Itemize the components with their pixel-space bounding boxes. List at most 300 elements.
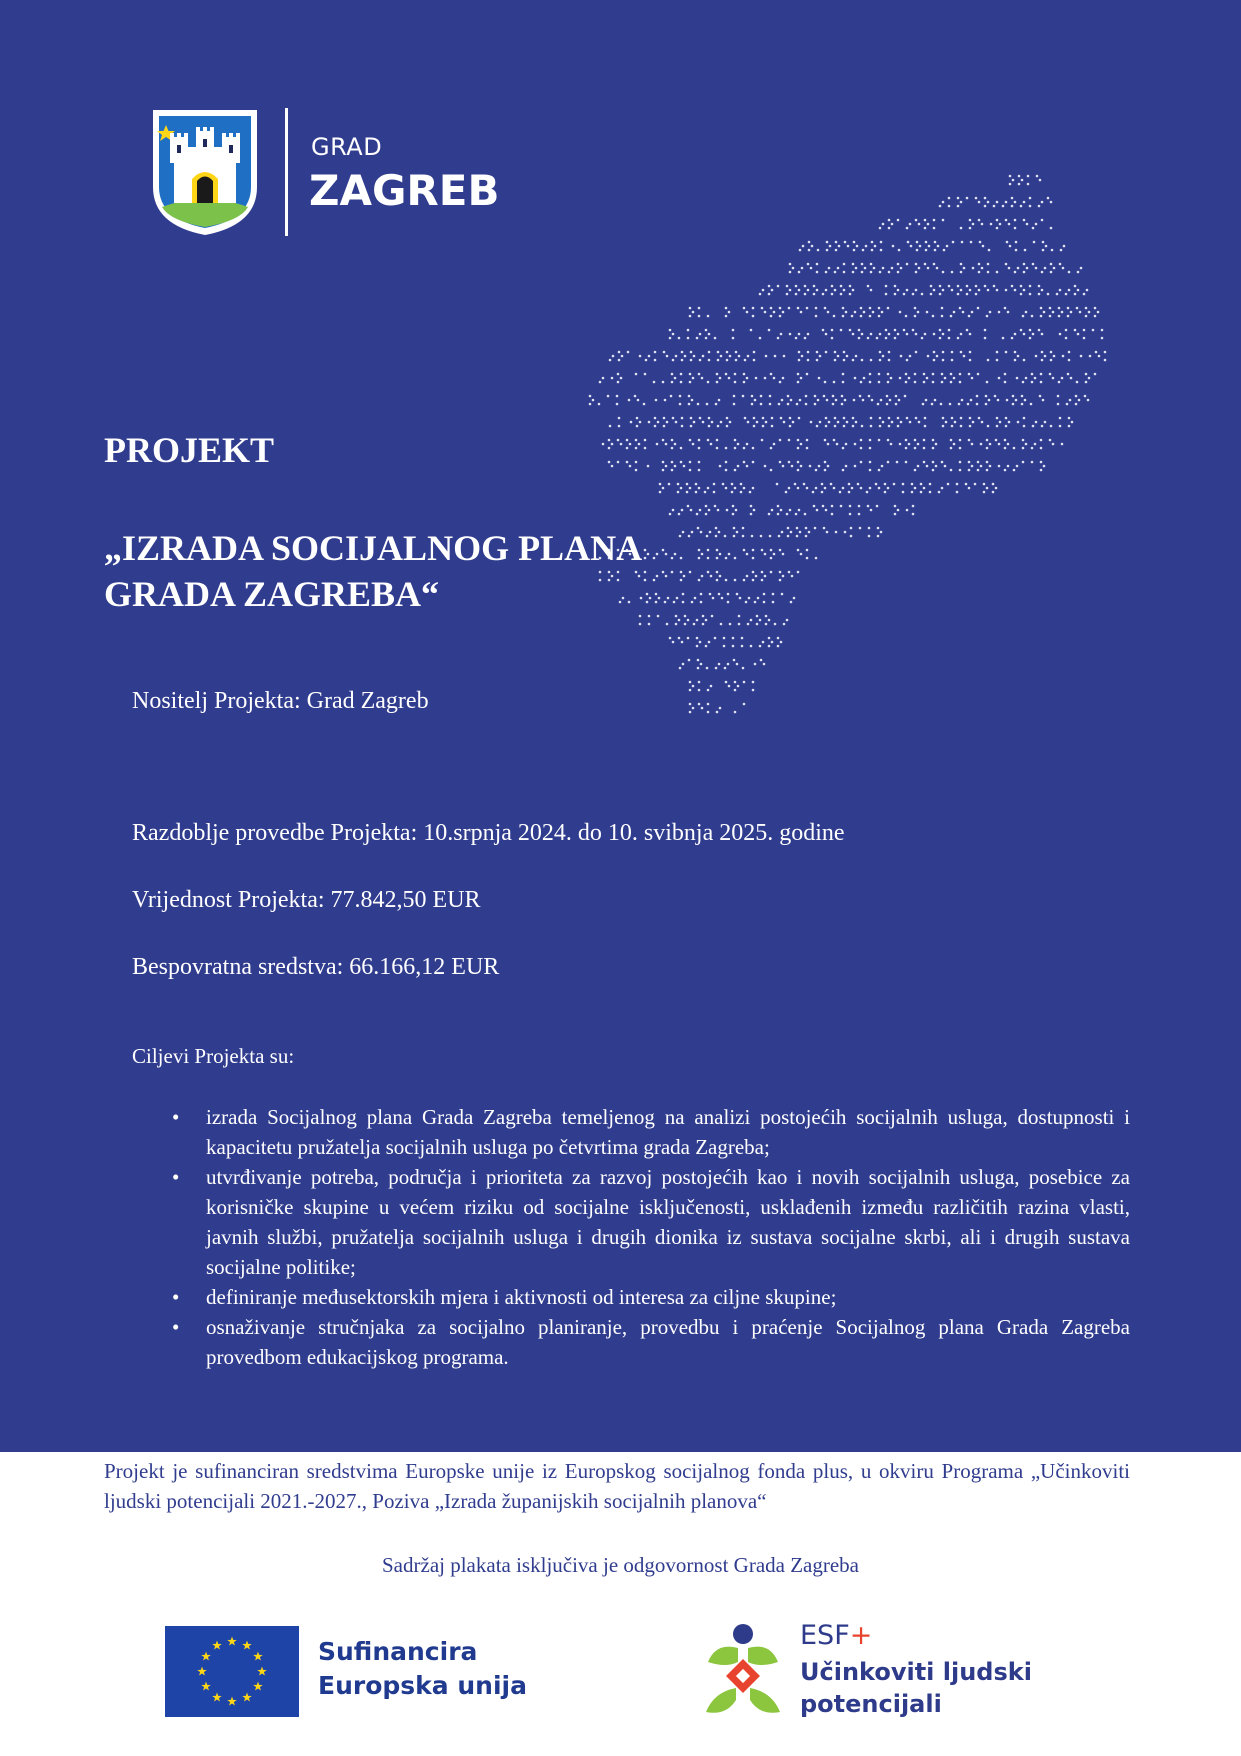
braille-dot <box>852 425 855 428</box>
braille-dot <box>948 197 951 200</box>
braille-dot <box>720 623 723 626</box>
braille-dot <box>834 351 837 354</box>
braille-dot <box>714 337 717 340</box>
braille-dot <box>1009 245 1012 248</box>
braille-dot <box>816 289 819 292</box>
braille-dot <box>996 359 999 362</box>
braille-dot <box>877 527 880 530</box>
braille-dot <box>788 439 791 442</box>
goal-item: • izrada Socijalnog plana Grada Zagreba temeljenog na analizi postojećih socijalnih usluga, dostupnosti i kapacitetu pružatelja socijalnih usluga po četvrtima grada Zagreba; <box>132 1102 1130 1162</box>
braille-dot <box>1034 443 1037 446</box>
braille-dot <box>885 329 888 332</box>
braille-dot <box>877 403 880 406</box>
braille-dot <box>726 425 729 428</box>
braille-dot <box>757 597 760 600</box>
braille-dot <box>948 329 951 332</box>
braille-dot <box>960 289 963 292</box>
braille-dot <box>951 289 954 292</box>
braille-dot <box>816 509 819 512</box>
braille-dot <box>915 289 918 292</box>
braille-dot <box>853 249 856 252</box>
braille-dot <box>806 557 809 560</box>
braille-dot <box>1007 311 1010 314</box>
braille-dot <box>647 465 650 468</box>
braille-dot <box>787 535 790 538</box>
braille-dot <box>726 359 729 362</box>
braille-dot <box>799 249 802 252</box>
braille-dot <box>959 469 962 472</box>
braille-dot <box>1086 289 1089 292</box>
braille-dot <box>831 329 834 332</box>
braille-dot <box>1094 307 1097 310</box>
braille-dot <box>1075 395 1078 398</box>
braille-dot <box>804 285 807 288</box>
braille-dot <box>683 465 686 468</box>
braille-dot <box>999 223 1002 226</box>
braille-dot <box>634 395 637 398</box>
braille-dot <box>915 271 918 274</box>
braille-dot <box>1004 439 1007 442</box>
braille-dot <box>966 285 969 288</box>
braille-dot <box>969 425 972 428</box>
braille-dot <box>912 505 915 508</box>
braille-dot <box>888 425 891 428</box>
braille-dot <box>807 263 810 266</box>
braille-dot <box>996 425 999 428</box>
braille-dot <box>1049 373 1052 376</box>
braille-dot <box>869 439 872 442</box>
braille-dot <box>616 403 619 406</box>
bullet-icon: • <box>172 1285 180 1309</box>
braille-dot <box>1006 399 1009 402</box>
braille-dot <box>795 285 798 288</box>
braille-dot <box>930 293 933 296</box>
braille-dot <box>1017 421 1020 424</box>
braille-dot <box>1068 417 1071 420</box>
braille-dot <box>752 487 755 490</box>
braille-dot <box>1042 241 1045 244</box>
braille-dot <box>682 663 685 666</box>
braille-dot <box>827 443 830 446</box>
braille-dot <box>816 263 819 266</box>
braille-dot <box>840 285 843 288</box>
braille-dot <box>772 593 775 596</box>
braille-dot <box>996 417 999 420</box>
braille-dot <box>798 289 801 292</box>
braille-dot <box>1061 377 1064 380</box>
braille-dot <box>672 417 675 420</box>
braille-dot <box>702 355 705 358</box>
braille-dot <box>1040 381 1043 384</box>
braille-dot <box>863 311 866 314</box>
braille-dot <box>1050 425 1053 428</box>
braille-dot <box>630 421 633 424</box>
braille-dot <box>1011 205 1014 208</box>
braille-dot <box>797 307 800 310</box>
braille-dot <box>944 465 947 468</box>
braille-dot <box>806 447 809 450</box>
braille-dot <box>790 601 793 604</box>
braille-dot <box>731 491 734 494</box>
braille-dot <box>692 377 695 380</box>
braille-dot <box>680 461 683 464</box>
braille-dot <box>968 373 971 376</box>
braille-dot <box>697 667 700 670</box>
braille-dot <box>662 381 665 384</box>
braille-dot <box>808 249 811 252</box>
eu-flag-icon <box>165 1626 299 1717</box>
braille-dot <box>768 513 771 516</box>
braille-dot <box>648 355 651 358</box>
braille-dot <box>1094 373 1097 376</box>
braille-dot <box>834 425 837 428</box>
braille-dot <box>960 271 963 274</box>
braille-dot <box>842 373 845 376</box>
braille-dot <box>801 267 804 270</box>
braille-dot <box>1005 425 1008 428</box>
braille-dot <box>618 425 621 428</box>
braille-dot <box>607 395 610 398</box>
disclaimer: Sadržaj plakata isključiva je odgovornost Grada Zagreba <box>382 1553 859 1577</box>
braille-dot <box>832 395 835 398</box>
braille-dot <box>1065 293 1068 296</box>
braille-dot <box>1059 425 1062 428</box>
esf-plus-logo-icon <box>698 1622 788 1722</box>
braille-dot <box>824 381 827 384</box>
braille-dot <box>1098 355 1101 358</box>
braille-dot <box>1076 381 1079 384</box>
braille-dot <box>896 461 899 464</box>
braille-dot <box>745 601 748 604</box>
braille-dot <box>918 223 921 226</box>
braille-dot <box>942 219 945 222</box>
braille-dot <box>1067 315 1070 318</box>
braille-dot <box>968 461 971 464</box>
braille-dot <box>639 355 642 358</box>
braille-dot <box>696 337 699 340</box>
braille-dot <box>894 285 897 288</box>
braille-dot <box>853 241 856 244</box>
braille-dot <box>743 703 746 706</box>
braille-dot <box>654 425 657 428</box>
braille-dot <box>814 527 817 530</box>
braille-dot <box>1005 417 1008 420</box>
braille-dot <box>902 491 905 494</box>
braille-dot <box>816 425 819 428</box>
braille-dot <box>799 531 802 534</box>
braille-dot <box>876 337 879 340</box>
braille-dot <box>1011 285 1014 288</box>
braille-dot <box>996 351 999 354</box>
braille-dot <box>859 395 862 398</box>
braille-dot <box>1015 241 1018 244</box>
braille-dot <box>725 469 728 472</box>
braille-dot <box>1025 311 1028 314</box>
braille-dot <box>1061 311 1064 314</box>
braille-dot <box>934 399 937 402</box>
braille-dot <box>969 351 972 354</box>
braille-dot <box>960 201 963 204</box>
braille-dot <box>1005 219 1008 222</box>
braille-dot <box>953 311 956 314</box>
braille-dot <box>611 377 614 380</box>
braille-dot <box>1074 293 1077 296</box>
braille-dot <box>1041 425 1044 428</box>
braille-dot <box>674 465 677 468</box>
braille-dot <box>897 333 900 336</box>
braille-dot <box>870 271 873 274</box>
braille-dot <box>834 271 837 274</box>
braille-dot <box>1057 403 1060 406</box>
braille-dot <box>754 399 757 402</box>
braille-dot <box>612 355 615 358</box>
braille-dot <box>724 667 727 670</box>
braille-dot <box>1060 249 1063 252</box>
braille-dot <box>760 395 763 398</box>
braille-dot <box>639 623 642 626</box>
braille-dot <box>805 403 808 406</box>
braille-dot <box>783 623 786 626</box>
braille-dot <box>921 337 924 340</box>
braille-dot <box>797 571 800 574</box>
braille-dot <box>848 491 851 494</box>
braille-dot <box>942 417 945 420</box>
bullet-icon: • <box>172 1315 180 1339</box>
braille-dot <box>983 491 986 494</box>
braille-dot <box>869 307 872 310</box>
braille-dot <box>942 359 945 362</box>
braille-dot <box>674 377 677 380</box>
braille-dot <box>951 425 954 428</box>
braille-dot <box>1083 293 1086 296</box>
braille-dot <box>874 245 877 248</box>
braille-dot <box>659 483 662 486</box>
braille-dot <box>822 329 825 332</box>
braille-dot <box>671 439 674 442</box>
braille-dot <box>807 351 810 354</box>
braille-dot <box>984 197 987 200</box>
braille-dot <box>842 381 845 384</box>
braille-dot <box>1040 439 1043 442</box>
braille-dot <box>689 681 692 684</box>
braille-dot <box>993 285 996 288</box>
braille-dot <box>681 509 684 512</box>
braille-dot <box>1080 267 1083 270</box>
braille-dot <box>1059 417 1062 420</box>
braille-dot <box>1087 399 1090 402</box>
braille-dot <box>869 315 872 318</box>
braille-dot <box>710 685 713 688</box>
braille-dot <box>914 439 917 442</box>
braille-dot <box>1012 403 1015 406</box>
braille-dot <box>915 417 918 420</box>
braille-dot <box>1040 315 1043 318</box>
braille-dot <box>1005 351 1008 354</box>
braille-dot <box>890 377 893 380</box>
braille-dot <box>1062 267 1065 270</box>
braille-dot <box>782 575 785 578</box>
braille-dot <box>998 311 1001 314</box>
braille-dot <box>888 219 891 222</box>
braille-dot <box>815 487 818 490</box>
braille-dot <box>1022 381 1025 384</box>
braille-dot <box>951 351 954 354</box>
braille-dot <box>1044 355 1047 358</box>
braille-dot <box>880 399 883 402</box>
braille-dot <box>819 355 822 358</box>
braille-dot <box>716 447 719 450</box>
braille-dot <box>817 399 820 402</box>
braille-dot <box>943 249 946 252</box>
braille-dot <box>720 421 723 424</box>
braille-dot <box>927 355 930 358</box>
braille-dot <box>717 351 720 354</box>
braille-dot <box>855 355 858 358</box>
braille-dot <box>1101 337 1104 340</box>
braille-dot <box>921 293 924 296</box>
braille-dot <box>743 373 746 376</box>
braille-dot <box>942 351 945 354</box>
braille-dot <box>717 509 720 512</box>
braille-dot <box>1083 329 1086 332</box>
braille-dot <box>657 421 660 424</box>
braille-dot <box>1020 293 1023 296</box>
braille-dot <box>940 403 943 406</box>
braille-dot <box>1085 373 1088 376</box>
braille-dot <box>884 483 887 486</box>
braille-dot <box>608 447 611 450</box>
braille-dot <box>1049 315 1052 318</box>
esf-programme-name <box>800 1656 1032 1720</box>
braille-dot <box>761 307 764 310</box>
braille-dot <box>906 263 909 266</box>
braille-dot <box>894 337 897 340</box>
braille-dot <box>879 417 882 420</box>
braille-dot <box>822 293 825 296</box>
braille-dot <box>971 311 974 314</box>
braille-dot <box>812 491 815 494</box>
braille-dot <box>643 403 646 406</box>
braille-dot <box>697 403 700 406</box>
braille-dot <box>1079 311 1082 314</box>
braille-dot <box>671 373 674 376</box>
braille-dot <box>868 527 871 530</box>
braille-dot <box>860 487 863 490</box>
braille-dot <box>671 461 674 464</box>
braille-dot <box>708 509 711 512</box>
braille-dot <box>961 241 964 244</box>
braille-dot <box>777 645 780 648</box>
braille-dot <box>705 337 708 340</box>
braille-dot <box>1038 293 1041 296</box>
braille-dot <box>1032 425 1035 428</box>
braille-dot <box>734 711 737 714</box>
braille-dot <box>688 395 691 398</box>
braille-dot <box>966 197 969 200</box>
braille-dot <box>689 381 692 384</box>
braille-dot <box>942 201 945 204</box>
braille-dot <box>1017 267 1020 270</box>
braille-dot <box>750 329 753 332</box>
braille-dot <box>960 333 963 336</box>
braille-dot <box>689 711 692 714</box>
braille-dot <box>778 403 781 406</box>
braille-dot <box>689 689 692 692</box>
braille-dot <box>1052 311 1055 314</box>
braille-dot <box>608 439 611 442</box>
braille-dot <box>681 359 684 362</box>
braille-dot <box>1017 355 1020 358</box>
braille-dot <box>882 355 885 358</box>
braille-dot <box>779 579 782 582</box>
braille-dot <box>785 491 788 494</box>
braille-dot <box>782 465 785 468</box>
braille-dot <box>834 359 837 362</box>
braille-dot <box>978 201 981 204</box>
braille-dot <box>734 439 737 442</box>
braille-dot <box>1023 219 1026 222</box>
braille-dot <box>1008 267 1011 270</box>
braille-dot <box>751 403 754 406</box>
braille-dot <box>751 535 754 538</box>
braille-dot <box>860 307 863 310</box>
braille-dot <box>937 245 940 248</box>
braille-dot <box>949 403 952 406</box>
braille-dot <box>923 439 926 442</box>
braille-dot <box>770 307 773 310</box>
braille-dot <box>1002 337 1005 340</box>
braille-dot <box>878 315 881 318</box>
braille-dot <box>934 241 937 244</box>
braille-dot <box>960 417 963 420</box>
braille-dot <box>700 663 703 666</box>
braille-dot <box>981 421 984 424</box>
braille-dot <box>1014 333 1017 336</box>
braille-dot <box>869 461 872 464</box>
braille-dot <box>1085 381 1088 384</box>
braille-dot <box>1004 381 1007 384</box>
braille-dot <box>830 483 833 486</box>
braille-dot <box>800 377 803 380</box>
braille-dot <box>1059 289 1062 292</box>
braille-dot <box>861 425 864 428</box>
braille-dot <box>687 619 690 622</box>
braille-dot <box>995 487 998 490</box>
braille-dot <box>708 417 711 420</box>
braille-dot <box>732 513 735 516</box>
bullet-icon: • <box>172 1165 180 1189</box>
braille-dot <box>752 461 755 464</box>
braille-dot <box>910 245 913 248</box>
braille-dot <box>810 421 813 424</box>
braille-dot <box>773 553 776 556</box>
braille-dot <box>957 285 960 288</box>
braille-dot <box>978 289 981 292</box>
braille-dot <box>846 355 849 358</box>
braille-dot <box>1029 337 1032 340</box>
braille-dot <box>976 395 979 398</box>
braille-dot <box>900 355 903 358</box>
braille-dot <box>969 227 972 230</box>
braille-dot <box>743 461 746 464</box>
braille-dot <box>677 483 680 486</box>
braille-dot <box>1058 381 1061 384</box>
braille-dot <box>780 417 783 420</box>
braille-dot <box>752 681 755 684</box>
braille-dot <box>1014 201 1017 204</box>
braille-dot <box>871 399 874 402</box>
braille-dot <box>736 663 739 666</box>
